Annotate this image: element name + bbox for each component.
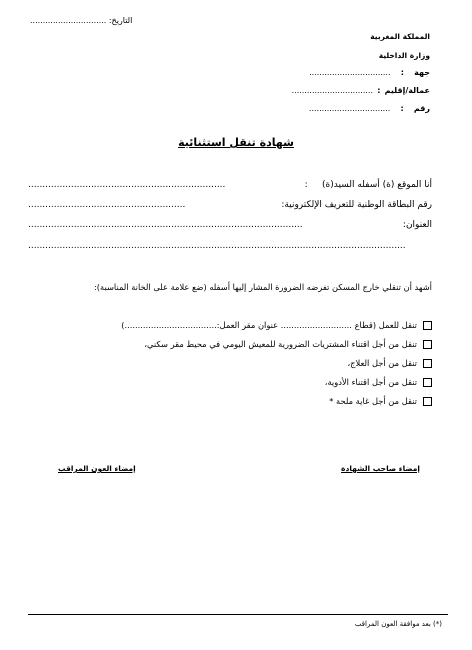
prefecture-field[interactable] [292,86,430,95]
address-field-line2[interactable]: .................................................................................................................................... [28,241,406,251]
checkbox[interactable] [423,378,432,387]
checkbox[interactable] [423,359,432,368]
name-sep: : [304,180,308,190]
footer-divider [28,614,448,615]
address-label: العنوان: [402,220,432,230]
prefecture-dots: ................................ [291,86,373,95]
ministry-label: وزارة الداخلية [378,51,430,60]
region-label: جهة [414,68,430,77]
option-medicine[interactable] [325,377,432,387]
date-field[interactable] [30,16,132,25]
checkbox[interactable] [423,321,432,330]
checkbox[interactable] [423,340,432,349]
cin-label: رقم البطاقة الوطنية للتعريف الإلكترونية: [281,200,432,210]
option-shopping[interactable] [144,339,432,349]
option-label: تنقل من أجل اقتناء الأدوية، [324,377,417,387]
option-urgent[interactable] [329,396,432,406]
option-treatment[interactable] [347,358,432,368]
number-label: رقم [413,104,430,113]
option-label: تنقل للعمل (قطاع ........................... عنوان مقر العمل:...................................) [121,320,417,330]
date-label: التاريخ: [108,16,133,25]
option-label: تنقل من أجل العلاج، [347,358,417,368]
number-dots: ................................ [308,104,391,113]
officer-signature-label: إمضاء العون المراقب [58,464,136,473]
address-field[interactable]: ................................................................................................ [28,220,303,230]
checkbox[interactable] [423,397,432,406]
prefecture-sep: : [377,86,381,95]
holder-signature-label: إمضاء صاحب الشهادة [341,464,420,473]
name-label-line [293,180,432,190]
name-label: أنا الموقع (ة) أسفله السيد(ة) [322,180,432,190]
attestation-text: أشهد أن تنقلي خارج المسكن تفرضه الضرورة المشار إليها أسفله (ضع علامة على الخانة المناسبة): [93,282,432,292]
page-title: شهادة تنقل استثنائية [178,136,294,149]
name-field[interactable]: ..................................................................... [28,180,226,190]
region-sep: : [400,68,404,77]
footnote: (*) بعد موافقة العون المراقب [354,620,442,628]
region-dots: ................................ [309,68,391,77]
cin-field[interactable]: ....................................................... [28,200,186,210]
option-label: تنقل من أجل غاية ملحة * [329,396,417,406]
region-field[interactable] [309,68,430,77]
option-work[interactable] [121,320,432,330]
number-field[interactable] [309,104,430,113]
kingdom-label: المملكة المغربية [370,32,430,41]
prefecture-label: عمالة/إقليم [384,86,430,95]
option-label: تنقل من أجل اقتناء المشتريات الضرورية للمعيش اليومي في محيط مقر سكني، [144,339,417,349]
date-dots: .............................. [30,16,107,25]
number-sep: : [400,104,404,113]
